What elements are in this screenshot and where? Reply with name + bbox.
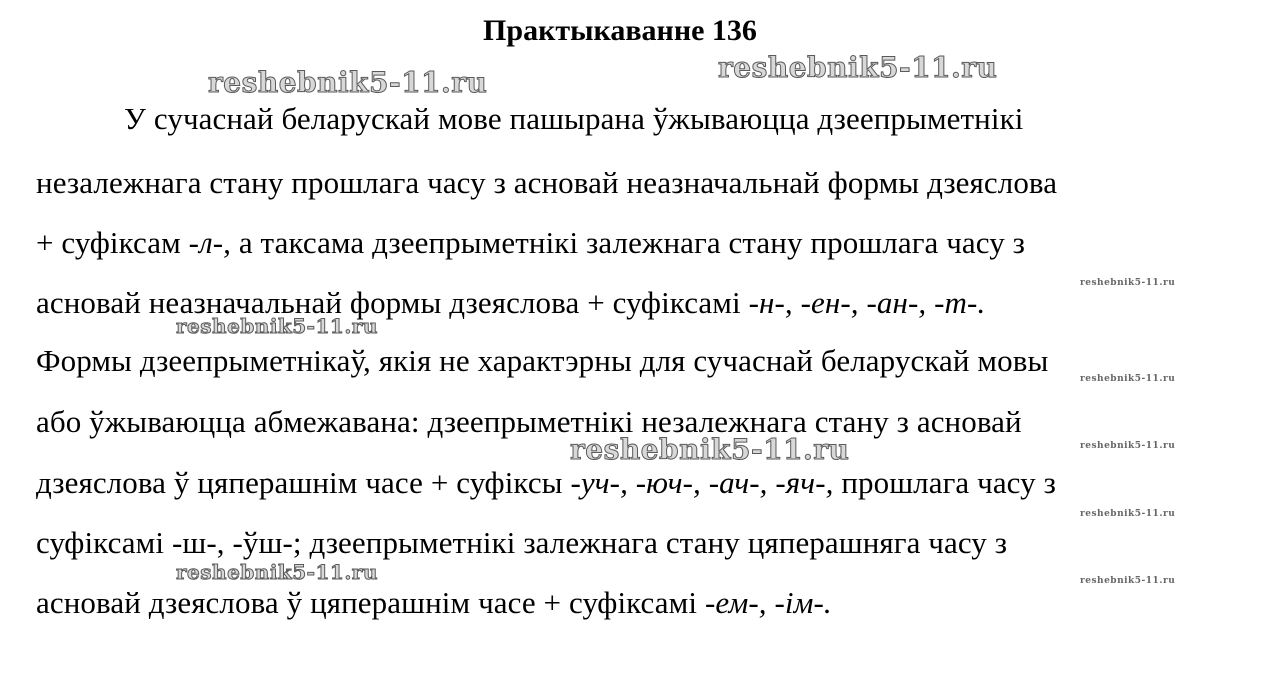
watermark: reshebnik5-11.ru: [1080, 278, 1176, 288]
watermark: reshebnik5-11.ru: [1080, 374, 1176, 384]
watermark: reshebnik5-11.ru: [176, 560, 378, 584]
text-line: асновай дзеяслова ў цяперашнім часе + суфіксамі -ем-, -ім-.: [36, 585, 832, 620]
watermark: reshebnik5-11.ru: [176, 314, 378, 338]
text-line: асновай неазначальнай формы дзеяслова + суфіксамі -н-, -ен-, -ан-, -т-.: [36, 285, 986, 320]
text-line: У сучаснай беларускай мове пашырана ўжываюцца дзеепрыметнікі: [124, 101, 1024, 136]
text-line: дзеяслова ў цяперашнім часе + суфіксы -уч-, -юч-, -ач-, -яч-, прошлага часу з: [36, 465, 1056, 500]
watermark: reshebnik5-11.ru: [1080, 441, 1176, 451]
text-line: або ўжываюцца абмежавана: дзеепрыметнікі незалежнага стану з асновай: [36, 404, 1022, 439]
watermark: reshebnik5-11.ru: [570, 433, 850, 466]
exercise-title: Практыкаванне 136: [483, 14, 757, 47]
text-line: суфіксамі -ш-, -ўш-; дзеепрыметнікі залежнага стану цяперашняга часу з: [36, 525, 1008, 560]
text-line: незалежнага стану прошлага часу з асновай неазначальнай формы дзеяслова: [36, 165, 1058, 200]
watermark: reshebnik5-11.ru: [1080, 509, 1176, 519]
watermark: reshebnik5-11.ru: [1080, 576, 1176, 586]
watermark: reshebnik5-11.ru: [208, 66, 488, 99]
text-line: Формы дзеепрыметнікаў, якія не характэрны для сучаснай беларускай мовы: [36, 343, 1049, 378]
text-line: + суфіксам -л-, а таксама дзеепрыметнікі залежнага стану прошлага часу з: [36, 225, 1026, 260]
watermark: reshebnik5-11.ru: [718, 51, 998, 84]
